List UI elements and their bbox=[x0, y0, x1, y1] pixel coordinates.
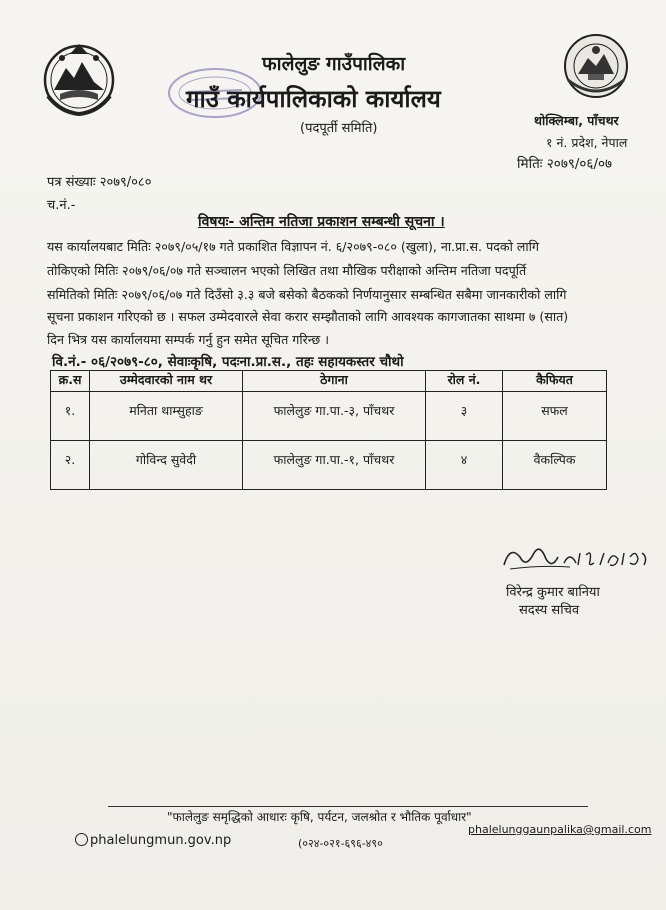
website-text[interactable]: phalelungmun.gov.np bbox=[90, 833, 232, 848]
footer-phone: (०२४-०२१-६९६-४९० bbox=[298, 837, 383, 850]
cell-remarks: वैकल्पिक bbox=[503, 441, 607, 490]
column-header-name: उम्मेदवारको नाम थर bbox=[90, 371, 243, 392]
signer-name: विरेन्द्र कुमार बानिया bbox=[506, 585, 600, 600]
cell-roll: ३ bbox=[426, 392, 503, 441]
column-header-remarks: कैफियत bbox=[503, 371, 607, 392]
organization-name: फालेलुङ गाउँपालिका bbox=[262, 53, 406, 75]
cell-address: फालेलुङ गा.पा.-१, पाँचथर bbox=[243, 441, 426, 490]
body-line: यस कार्यालयबाट मितिः २०७९/०५/१७ गते प्रकाशित विज्ञापन नं. ६/२०७९-०८० (खुला), ना.प्रा.स. पदको लागि bbox=[47, 239, 539, 254]
column-header-address: ठेगाना bbox=[243, 371, 426, 392]
body-line: समितिको मितिः २०७९/०६/०७ गते दिउँसो ३.३ बजे बसेको बैठकको निर्णयानुसार सम्बन्धित सबैमा जानकारीको लागि bbox=[47, 287, 567, 302]
column-header-roll: रोल नं. bbox=[426, 371, 503, 392]
committee-name: (पदपूर्ती समिति) bbox=[300, 121, 378, 136]
office-name: गाउँ कार्यपालिकाको कार्यालय bbox=[186, 85, 441, 113]
footer-email[interactable]: phalelunggaunpalika@gmail.com bbox=[468, 823, 652, 836]
address-line-2: १ नं. प्रदेश, नेपाल bbox=[546, 135, 628, 150]
cell-roll: ४ bbox=[426, 441, 503, 490]
table-row bbox=[51, 441, 607, 490]
cell-name: गोविन्द सुवेदी bbox=[90, 441, 243, 490]
body-line: दिन भित्र यस कार्यालयमा सम्पर्क गर्नु हुन समेत सूचित गरिन्छ । bbox=[47, 332, 329, 347]
address-line-1: थोक्लिम्बा, पाँचथर bbox=[534, 113, 619, 128]
cell-remarks: सफल bbox=[503, 392, 607, 441]
letter-number: पत्र संख्याः २०७९/०८० bbox=[47, 175, 152, 190]
globe-icon bbox=[75, 833, 88, 846]
table-header-row bbox=[51, 371, 607, 392]
cell-address: फालेलुङ गा.पा.-३, पाँचथर bbox=[243, 392, 426, 441]
body-line: सूचना प्रकाशन गरिएको छ । सफल उम्मेदवारले सेवा करार सम्झौताको लागि आवश्यक कागजातका साथमा ७ (सात) bbox=[47, 309, 569, 324]
notice-subject: विषयः- अन्तिम नतिजा प्रकाशन सम्बन्धी सूचना । bbox=[198, 214, 445, 230]
cell-serial: २. bbox=[51, 441, 90, 490]
table-title: वि.नं.- ०६/२०७९-८०, सेवाःकृषि, पदःना.प्रा.स., तहः सहायकस्तर चौथो bbox=[52, 354, 404, 370]
nepal-emblem-icon bbox=[40, 38, 118, 120]
footer-website[interactable] bbox=[75, 833, 231, 848]
footer-motto: "फालेलुङ समृद्धिको आधारः कृषि, पर्यटन, जलश्रोत र भौतिक पूर्वाधार" bbox=[167, 810, 472, 824]
footer-divider bbox=[108, 806, 588, 807]
results-table bbox=[50, 370, 607, 490]
table-row bbox=[51, 392, 607, 441]
cell-name: मनिता थाम्सुहाङ bbox=[90, 392, 243, 441]
letter-date: मितिः २०७९/०६/०७ bbox=[517, 156, 613, 172]
body-line: तोकिएको मितिः २०७९/०६/०७ गते सञ्चालन भएको लिखित तथा मौखिक परीक्षाको अन्तिम नतिजा पदपूर्ति bbox=[47, 263, 527, 278]
column-header-serial: क्र.स bbox=[51, 371, 90, 392]
signer-title: सदस्य सचिव bbox=[519, 603, 580, 618]
dispatch-number: च.नं.- bbox=[47, 198, 76, 213]
municipality-logo-icon bbox=[558, 30, 634, 100]
handwritten-signature-icon bbox=[500, 535, 650, 583]
cell-serial: १. bbox=[51, 392, 90, 441]
